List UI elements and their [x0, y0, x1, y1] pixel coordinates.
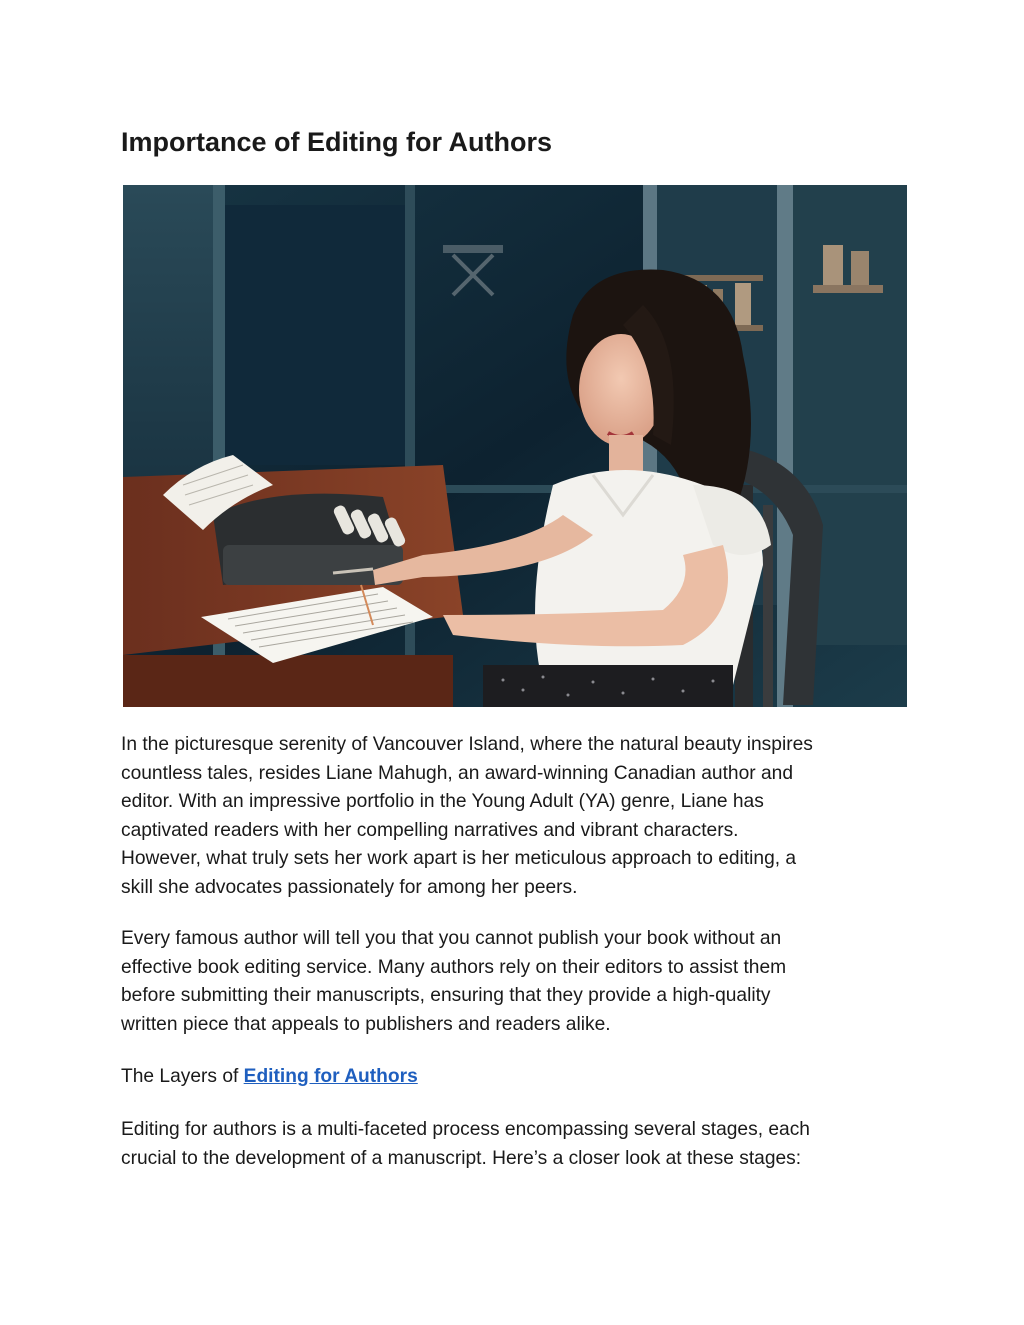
- page-title: Importance of Editing for Authors: [121, 127, 552, 157]
- intro-line: editor. With an impressive portfolio in the Young Adult (YA) genre, Liane has: [121, 791, 764, 813]
- photo-illustration: [123, 185, 907, 707]
- intro-line: skill she advocates passionately for among her peers.: [121, 876, 578, 898]
- intro-line: countless tales, resides Liane Mahugh, an award-winning Canadian author and: [121, 762, 793, 784]
- layers-prefix: The Layers of: [121, 1066, 244, 1087]
- intro-paragraph: [121, 731, 911, 903]
- intro-line: In the picturesque serenity of Vancouver Island, where the natural beauty inspires: [121, 734, 813, 755]
- paragraph-line: crucial to the development of a manuscript. Here’s a closer look at these stages:: [121, 1147, 802, 1169]
- intro-line: captivated readers with her compelling narratives and vibrant characters.: [121, 819, 739, 841]
- paragraph-line: Every famous author will tell you that you cannot publish your book without an: [121, 928, 782, 949]
- article-photo: [123, 185, 907, 707]
- layers-heading-line: [121, 1063, 911, 1092]
- editing-service-paragraph: [121, 925, 911, 1039]
- intro-line: However, what truly sets her work apart is her meticulous approach to editing, a: [121, 848, 797, 870]
- paragraph-line: effective book editing service. Many authors rely on their editors to assist them: [121, 956, 787, 978]
- stages-paragraph: [121, 1116, 911, 1173]
- paragraph-line: written piece that appeals to publishers and readers alike.: [121, 1013, 611, 1035]
- editing-for-authors-link[interactable]: Editing for Authors: [243, 1066, 418, 1087]
- paragraph-line: Editing for authors is a multi-faceted process encompassing several stages, each: [121, 1119, 810, 1140]
- paragraph-line: before submitting their manuscripts, ensuring that they provide a high-quality: [121, 985, 771, 1007]
